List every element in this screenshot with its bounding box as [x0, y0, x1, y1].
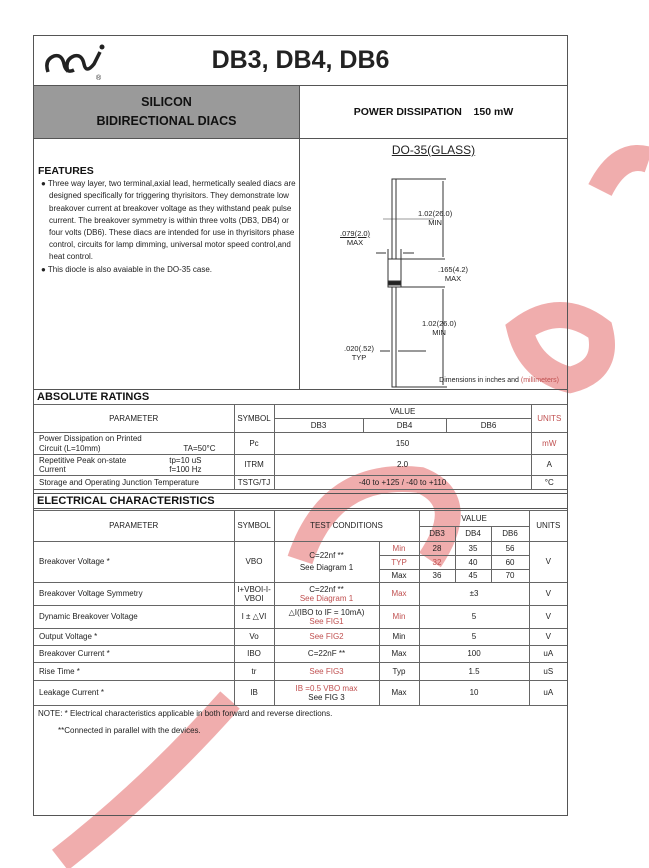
header — [34, 36, 567, 86]
col-parameter: PARAMETER — [34, 405, 234, 433]
value-cell: 2.0 — [274, 455, 531, 476]
table-row — [34, 433, 567, 455]
parameter-cell: Output Voltage * — [34, 629, 234, 646]
col-test-conditions: TEST CONDITIONS — [274, 511, 419, 542]
condition-cell: See FIG2 — [274, 629, 379, 646]
condition-cell: C=22nf ** See Diagram 1 — [274, 583, 379, 606]
value-cell: 100 — [419, 646, 529, 663]
symbol-cell: IBO — [234, 646, 274, 663]
parameter-cell: Storage and Operating Junction Temperature — [34, 476, 234, 490]
col-symbol: SYMBOL — [234, 511, 274, 542]
col-value: VALUE — [419, 511, 529, 527]
col-db4: DB4 — [455, 527, 491, 542]
value-cell: 5 — [419, 629, 529, 646]
col-value: VALUE — [274, 405, 531, 419]
db3-cell: 36 — [419, 570, 455, 583]
symbol-cell: TSTG/TJ — [234, 476, 274, 490]
parameter-cell: Dynamic Breakover Voltage — [34, 606, 234, 629]
table-row — [34, 455, 567, 476]
value-cell: -40 to +125 / -40 to +110 — [274, 476, 531, 490]
db6-cell: 60 — [491, 556, 529, 570]
absolute-ratings-heading: ABSOLUTE RATINGS — [34, 389, 567, 405]
note-1: NOTE: * Electrical characteristics applicable in both forward and reverse directions. — [38, 709, 333, 718]
unit-cell: V — [529, 542, 567, 583]
wire-diameter-note: TYP — [351, 353, 367, 362]
value-cell: 10 — [419, 681, 529, 706]
unit-cell: uA — [529, 646, 567, 663]
package-title: DO-35(GLASS) — [391, 143, 476, 157]
symbol-cell: I ± △VI — [234, 606, 274, 629]
qualifier-cell: Max — [379, 583, 419, 606]
lead-length-bottom-note: MIN — [432, 328, 446, 337]
product-band — [34, 86, 567, 139]
unit-cell: V — [529, 606, 567, 629]
parameter-cell: Rise Time * — [34, 663, 234, 681]
table-row — [34, 681, 567, 706]
dimension-caption-units: (millimeters) — [520, 377, 559, 384]
qualifier-cell: TYP — [379, 556, 419, 570]
product-type — [34, 86, 300, 138]
db4-cell: 45 — [455, 570, 491, 583]
symbol-cell: I+VBOI-I-VBOI — [234, 583, 274, 606]
value-cell: 1.5 — [419, 663, 529, 681]
parameter-cell: Breakover Current * — [34, 646, 234, 663]
table-row — [34, 542, 567, 556]
absolute-ratings-table — [34, 404, 567, 490]
product-line2: BIDIRECTIONAL DIACS — [96, 114, 237, 128]
qualifier-cell: Max — [379, 646, 419, 663]
col-db6: DB6 — [491, 527, 529, 542]
qualifier-cell: Typ — [379, 663, 419, 681]
lead-length-top: 1.02(26.0) — [418, 209, 453, 218]
db3-cell: 32 — [419, 556, 455, 570]
features-heading: FEATURES — [38, 165, 94, 177]
feature-bullet: ● Three way layer, two terminal,axial lead, hermetically sealed diacs are designed specifically for triggering thyrisitors. They demonstrate low breakover current at breakover voltage as they withstand peak pulse current. The breakover symmetry is within three volts (DB3, DB4) or four volts (DB6). These diacs are intended for use in thyrisitors phase control, circuits for lamp dimming, universal motor speed control,and heat control. — [41, 179, 296, 262]
db6-cell: 56 — [491, 542, 529, 556]
value-cell: ±3 — [419, 583, 529, 606]
note-2: **Connected in parallel with the devices. — [58, 726, 201, 735]
table-row — [34, 583, 567, 606]
body-length-note: MAX — [444, 274, 462, 283]
col-units: UNITS — [531, 405, 567, 433]
db4-cell: 35 — [455, 542, 491, 556]
wire-diameter: .020(.52) — [344, 344, 375, 353]
col-db4: DB4 — [363, 419, 446, 433]
datasheet — [33, 35, 568, 816]
qualifier-cell: Min — [379, 542, 419, 556]
parameter-cell: Breakover Voltage Symmetry — [34, 583, 234, 606]
body-diameter: .079(2.0) — [340, 229, 371, 238]
electrical-table — [34, 510, 567, 706]
lead-length-top-note: MIN — [428, 218, 442, 227]
col-db6: DB6 — [446, 419, 531, 433]
svg-text:®: ® — [96, 75, 102, 82]
qualifier-cell: Max — [379, 570, 419, 583]
electrical-heading: ELECTRICAL CHARACTERISTICS — [34, 493, 567, 509]
dimension-caption: Dimensions in inches and — [439, 377, 521, 384]
value-cell: 150 — [274, 433, 531, 455]
symbol-cell: Vo — [234, 629, 274, 646]
col-db3: DB3 — [419, 527, 455, 542]
table-row — [34, 646, 567, 663]
db6-cell: 70 — [491, 570, 529, 583]
lead-length-bottom: 1.02(26.0) — [422, 319, 457, 328]
features-section — [34, 139, 300, 389]
diode-outline-drawing — [300, 139, 567, 389]
col-parameter: PARAMETER — [34, 511, 234, 542]
table-row — [34, 606, 567, 629]
condition-cell: IB =0.5 VBO max See FIG 3 — [274, 681, 379, 706]
body-diameter-note: MAX — [346, 238, 364, 247]
feature-bullet: ● This diocle is also avaiable in the DO-35 case. — [41, 264, 213, 274]
body-length: .165(4.2) — [438, 265, 469, 274]
page-title: DB3, DB4, DB6 — [211, 46, 390, 74]
unit-cell: mW — [531, 433, 567, 455]
product-line1: SILICON — [141, 95, 192, 109]
parameter-cell: Breakover Voltage * — [34, 542, 234, 583]
symbol-cell: Pc — [234, 433, 274, 455]
parameter-cell: Leakage Current * — [34, 681, 234, 706]
table-row — [34, 629, 567, 646]
condition-cell: C=22nf ** See Diagram 1 — [274, 542, 379, 583]
table-row — [34, 476, 567, 490]
unit-cell: A — [531, 455, 567, 476]
condition-cell: C=22nF ** — [274, 646, 379, 663]
parameter-cell: Repetitive Peak on-state Current tp=10 uS f=100 Hz — [34, 455, 234, 476]
unit-cell: uS — [529, 663, 567, 681]
qualifier-cell: Min — [379, 606, 419, 629]
symbol-cell: ITRM — [234, 455, 274, 476]
power-dissipation: POWER DISSIPATION 150 mW — [353, 106, 514, 118]
parameter-cell: Power Dissipation on Printed Circuit (L=10mm) TA=50°C — [34, 433, 234, 455]
qualifier-cell: Max — [379, 681, 419, 706]
symbol-cell: VBO — [234, 542, 274, 583]
unit-cell: °C — [531, 476, 567, 490]
condition-cell: See FIG3 — [274, 663, 379, 681]
col-units: UNITS — [529, 511, 567, 542]
table-row — [34, 663, 567, 681]
db3-cell: 28 — [419, 542, 455, 556]
symbol-cell: IB — [234, 681, 274, 706]
symbol-cell: tr — [234, 663, 274, 681]
value-cell: 5 — [419, 606, 529, 629]
db4-cell: 40 — [455, 556, 491, 570]
col-symbol: SYMBOL — [234, 405, 274, 433]
package-diagram — [300, 139, 567, 389]
condition-cell: △I(IBO to IF = 10mA) See FIG1 — [274, 606, 379, 629]
col-db3: DB3 — [274, 419, 363, 433]
unit-cell: V — [529, 583, 567, 606]
qualifier-cell: Min — [379, 629, 419, 646]
unit-cell: uA — [529, 681, 567, 706]
unit-cell: V — [529, 629, 567, 646]
